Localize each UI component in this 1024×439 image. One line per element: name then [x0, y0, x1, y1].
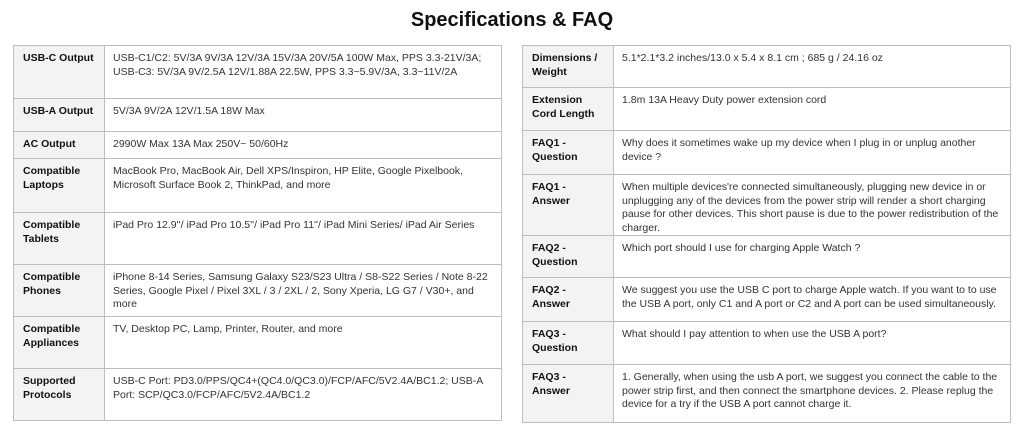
row-value: 2990W Max 13A Max 250V~ 50/60Hz — [105, 132, 502, 159]
row-value: iPhone 8-14 Series, Samsung Galaxy S23/S23 Ultra / S8-S22 Series / Note 8-22 Series, Google Pixel / Pixel 3XL / 3 / 2XL / 2, Sony Xperia, LG G7 / V30+, and more — [105, 265, 502, 317]
table-row — [14, 159, 502, 213]
page-title: Specifications & FAQ — [410, 9, 614, 31]
table-row — [14, 46, 502, 99]
row-label: Extension Cord Length — [523, 88, 614, 131]
specifications-table — [13, 45, 502, 421]
row-label: FAQ1 - Question — [523, 131, 614, 175]
table-row — [14, 369, 502, 421]
row-label: FAQ3 - Question — [523, 322, 614, 365]
row-value: 5.1*2.1*3.2 inches/13.0 x 5.4 x 8.1 cm ; 685 g / 24.16 oz — [614, 46, 1011, 88]
row-value: What should I pay attention to when use the USB A port? — [614, 322, 1011, 365]
row-value: 5V/3A 9V/2A 12V/1.5A 18W Max — [105, 99, 502, 132]
row-label: FAQ2 - Answer — [523, 278, 614, 322]
table-row — [523, 175, 1011, 236]
row-label: Compatible Laptops — [14, 159, 105, 213]
row-label: Compatible Tablets — [14, 213, 105, 265]
table-row — [14, 265, 502, 317]
row-value: 1.8m 13A Heavy Duty power extension cord — [614, 88, 1011, 131]
faq-table — [522, 45, 1011, 423]
row-label: Supported Protocols — [14, 369, 105, 421]
table-row — [523, 46, 1011, 88]
table-row — [523, 365, 1011, 423]
table-row — [14, 132, 502, 159]
table-row — [523, 131, 1011, 175]
row-label: AC Output — [14, 132, 105, 159]
row-value: We suggest you use the USB C port to charge Apple watch. If you want to to use the USB A port, only C1 and A port or C2 and A port can be used simultaneously. — [614, 278, 1011, 322]
row-value: USB-C1/C2: 5V/3A 9V/3A 12V/3A 15V/3A 20V/5A 100W Max, PPS 3.3-21V/3A; USB-C3: 5V/3A 9V/2.5A 12V/1.88A 22.5W, PPS 3.3~5.9V/3A, 3.3~11V/2A — [105, 46, 502, 99]
table-row — [523, 88, 1011, 131]
table-row — [523, 278, 1011, 322]
row-label: USB-A Output — [14, 99, 105, 132]
row-label: USB-C Output — [14, 46, 105, 99]
table-row — [14, 213, 502, 265]
row-label: Compatible Appliances — [14, 317, 105, 369]
row-value: 1. Generally, when using the usb A port, we suggest you connect the cable to the power strip first, and then connect the smartphone devices. 2. Please replug the device for a try if the USB A port cannot charge it. — [614, 365, 1011, 423]
table-row — [523, 236, 1011, 278]
row-value: When multiple devices're connected simultaneously, plugging new device in or unplugging any of the devices from the power strip will render a short charging pause for other devices. This short pause is due to the power redistribution of the charger. — [614, 175, 1011, 236]
row-value: iPad Pro 12.9''/ iPad Pro 10.5''/ iPad Pro 11''/ iPad Mini Series/ iPad Air Series — [105, 213, 502, 265]
row-value: Why does it sometimes wake up my device when I plug in or unplug another device ? — [614, 131, 1011, 175]
row-label: Compatible Phones — [14, 265, 105, 317]
table-row — [523, 322, 1011, 365]
row-value: USB-C Port: PD3.0/PPS/QC4+(QC4.0/QC3.0)/FCP/AFC/5V2.4A/BC1.2; USB-A Port: SCP/QC3.0/FCP/AFC/5V2.4A/BC1.2 — [105, 369, 502, 421]
row-value: MacBook Pro, MacBook Air, Dell XPS/Inspiron, HP Elite, Google Pixelbook, Microsoft Surface Book 2, ThinkPad, and more — [105, 159, 502, 213]
row-label: Dimensions / Weight — [523, 46, 614, 88]
row-label: FAQ3 - Answer — [523, 365, 614, 423]
table-row — [14, 317, 502, 369]
row-label: FAQ2 - Question — [523, 236, 614, 278]
row-value: TV, Desktop PC, Lamp, Printer, Router, and more — [105, 317, 502, 369]
row-value: Which port should I use for charging Apple Watch ? — [614, 236, 1011, 278]
row-label: FAQ1 - Answer — [523, 175, 614, 236]
table-row — [14, 99, 502, 132]
